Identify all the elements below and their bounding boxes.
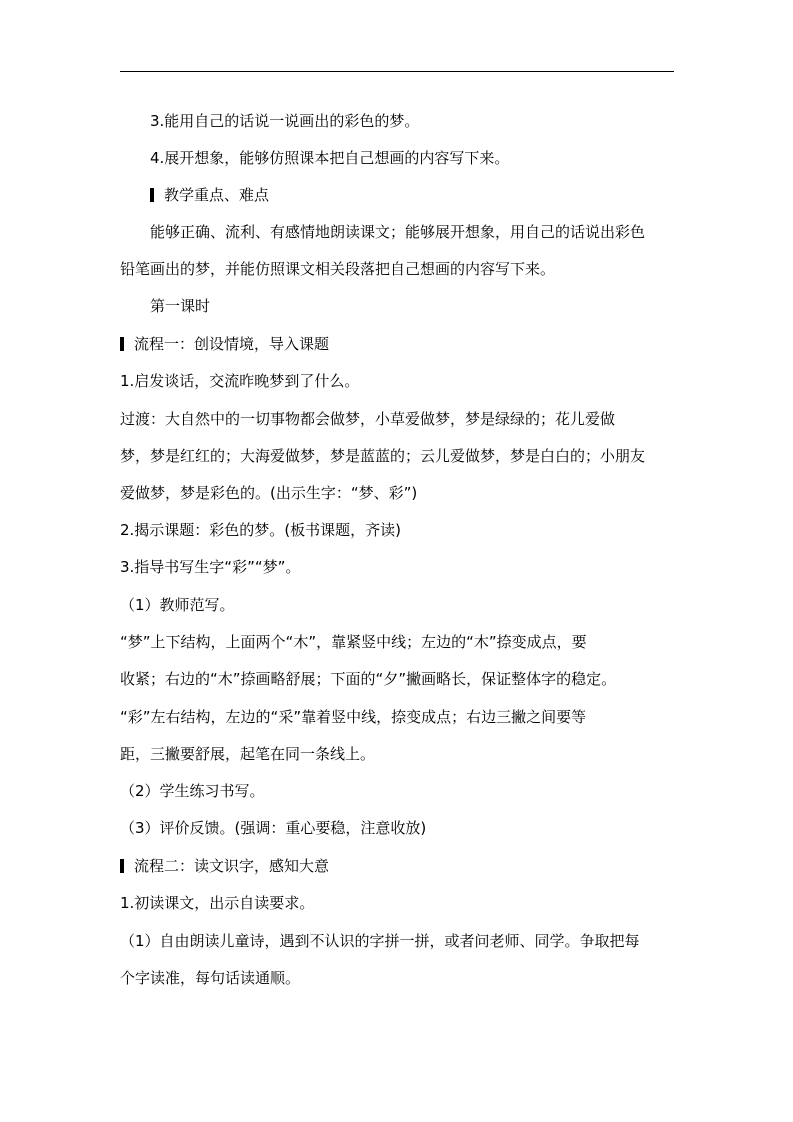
flow1-transition-line-3: 爱做梦，梦是彩色的。(出示生字：“梦、彩”) [120, 484, 418, 502]
section-marker-icon [120, 337, 124, 351]
key-points-body-line-2: 铅笔画出的梦，并能仿照课文相关段落把自己想画的内容写下来。 [120, 260, 556, 278]
flow1-step-3: 3.指导书写生字“彩”“梦”。 [120, 558, 301, 576]
lesson-title: 第一课时 [150, 297, 211, 315]
flow1-heading-text: 流程一：创设情境，导入课题 [134, 335, 330, 353]
flow2-sub-1-line-2: 个字读准，每句话读通顺。 [120, 969, 301, 987]
flow1-step-1: 1.启发谈话，交流昨晚梦到了什么。 [120, 372, 360, 390]
cai-explanation-line-1: “彩”左右结构，左边的“采”靠着竖中线，捺变成点；右边三撇之间要等 [120, 708, 587, 726]
header-rule [120, 71, 674, 72]
flow2-step-1: 1.初读课文，出示自读要求。 [120, 894, 315, 912]
section-marker-icon [150, 188, 154, 202]
key-points-heading-text: 教学重点、难点 [164, 186, 270, 204]
flow1-sub-1: （1）教师范写。 [120, 596, 235, 614]
key-points-body-line-1: 能够正确、流利、有感情地朗读课文；能够展开想象，用自己的话说出彩色 [150, 223, 646, 241]
flow1-transition-line-1: 过渡：大自然中的一切事物都会做梦，小草爱做梦，梦是绿绿的；花儿爱做 [120, 410, 616, 428]
flow2-heading [120, 856, 329, 876]
flow2-sub-1-line-1: （1）自由朗读儿童诗，遇到不认识的字拼一拼，或者问老师、同学。争取把每 [120, 932, 640, 950]
key-points-heading [150, 185, 269, 205]
flow2-heading-text: 流程二：读文识字，感知大意 [134, 857, 330, 875]
objective-item-3: 3.能用自己的话说一说画出的彩色的梦。 [150, 112, 420, 130]
meng-explanation-line-2: 收紧；右边的“木”捺画略舒展；下面的“夕”撇画略长，保证整体字的稳定。 [120, 670, 617, 688]
flow1-heading [120, 334, 329, 354]
objective-item-4: 4.展开想象，能够仿照课本把自己想画的内容写下来。 [150, 149, 510, 167]
flow1-step-2: 2.揭示课题：彩色的梦。(板书课题，齐读) [120, 521, 402, 539]
section-marker-icon [120, 859, 124, 873]
flow1-sub-2: （2）学生练习书写。 [120, 782, 265, 800]
cai-explanation-line-2: 距，三撇要舒展，起笔在同一条线上。 [120, 745, 376, 763]
flow1-sub-3: （3）评价反馈。(强调：重心要稳，注意收放) [120, 819, 427, 837]
meng-explanation-line-1: “梦”上下结构，上面两个“木”，靠紧竖中线；左边的“木”捺变成点，要 [120, 633, 587, 651]
flow1-transition-line-2: 梦，梦是红红的；大海爱做梦，梦是蓝蓝的；云儿爱做梦，梦是白白的；小朋友 [120, 447, 646, 465]
